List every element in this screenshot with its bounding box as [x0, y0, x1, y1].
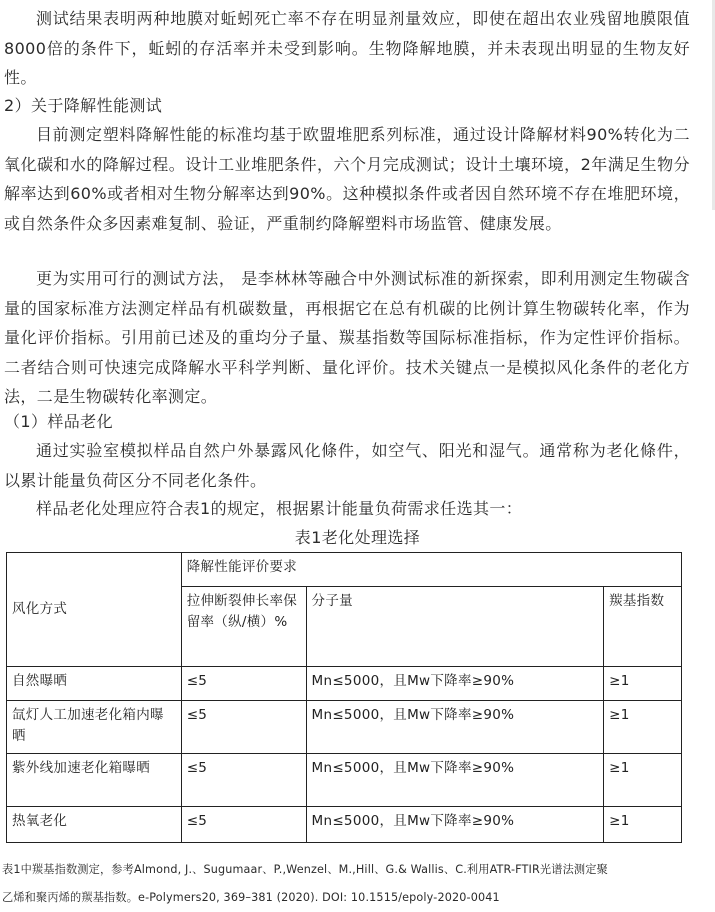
- table-row: [7, 754, 682, 807]
- cell-tensile: ≤5: [181, 667, 306, 701]
- header-performance-requirements: 降解性能评价要求: [181, 553, 681, 587]
- header-weathering-method: 风化方式: [7, 553, 182, 667]
- cell-carbonyl: ≥1: [604, 754, 682, 807]
- cell-mw: Mn≤5000，且Mw下降率≥90%: [306, 807, 604, 843]
- aging-table: [6, 552, 682, 843]
- header-carbonyl-index: 羰基指数: [604, 587, 682, 667]
- paragraph-aging-conditions: 通过实验室模拟样品自然户外暴露风化條件，如空气、阳光和湿气。通常称为老化條件，以累计能量负荷区分不同老化条件。: [4, 441, 690, 490]
- cell-mw: Mn≤5000，且Mw下降率≥90%: [306, 667, 604, 701]
- cell-mw: Mn≤5000，且Mw下降率≥90%: [306, 701, 604, 754]
- paragraph-practical-method: 更为实用可行的测试方法， 是李林林等融合中外测试标准的新探索，即利用测定生物碳含量的国家标准方法测定样品有机碳数量，再根据它在总有机碳的比例计算生物碳转化率，作为量化评价指标。引用前已述及的重均分子量、羰基指数等国际标准指标，作为定性评价指标。二者结合则可快速完成降解水平科学判断、量化评价。技术关键点一是模拟风化条件的老化方法，二是生物碳转化率测定。: [4, 269, 690, 406]
- cell-method: 紫外线加速老化箱曝晒: [7, 754, 182, 807]
- header-tensile-retention: 拉伸断裂伸长率保留率（纵/横）%: [181, 587, 306, 667]
- cell-mw: Mn≤5000，且Mw下降率≥90%: [306, 754, 604, 807]
- cell-method: 热氧老化: [7, 807, 182, 843]
- table-row: [7, 807, 682, 843]
- cell-method: 氙灯人工加速老化箱内曝晒: [7, 701, 182, 754]
- header-molecular-weight: 分子量: [306, 587, 604, 667]
- table-row: [7, 667, 682, 701]
- paragraph-earthworm-results: 测试结果表明两种地膜对蚯蚓死亡率不存在明显剂量效应，即使在超出农业残留地膜限值8000倍的条件下，蚯蚓的存活率并未受到影响。生物降解地膜，并未表现出明显的生物友好性。: [4, 9, 690, 87]
- cell-carbonyl: ≥1: [604, 701, 682, 754]
- footnote-line-1: 表1中羰基指数测定，参考Almond, J.、Sugumaar、P.,Wenzel、M.,Hill、G.& Wallis、C.利用ATR-FTIR光谱法测定聚: [2, 863, 608, 876]
- cell-tensile: ≤5: [181, 754, 306, 807]
- cell-carbonyl: ≥1: [604, 667, 682, 701]
- cell-method: 自然曝晒: [7, 667, 182, 701]
- cell-tensile: ≤5: [181, 807, 306, 843]
- footnote-line-2: 乙烯和聚丙烯的羰基指数。e-Polymers20, 369–381 (2020). DOI: 10.1515/epoly-2020-0041: [2, 891, 500, 904]
- section-heading-degradation-test: 2）关于降解性能测试: [4, 96, 163, 115]
- subheading-sample-aging: （1）样品老化: [4, 412, 113, 431]
- paragraph-eu-compost-standard: 目前测定塑料降解性能的标准均基于欧盟堆肥系列标准，通过设计降解材料90%转化为二氧化碳和水的降解过程。设计工业堆肥条件，六个月完成测试；设计土壤环境，2年满足生物分解率达到60%或者相对生物分解率达到90%。这种模拟条件或者因自然环境不存在堆肥环境，或自然条件众多因素难复制、验证，严重制约降解塑料市场监管、健康发展。: [4, 125, 690, 233]
- cell-carbonyl: ≥1: [604, 807, 682, 843]
- cell-tensile: ≤5: [181, 701, 306, 754]
- table-caption: 表1老化处理选择: [294, 528, 421, 547]
- paragraph-table-intro: 样品老化处理应符合表1的规定，根据累计能量负荷需求任选其一：: [36, 499, 523, 518]
- table-row: [7, 701, 682, 754]
